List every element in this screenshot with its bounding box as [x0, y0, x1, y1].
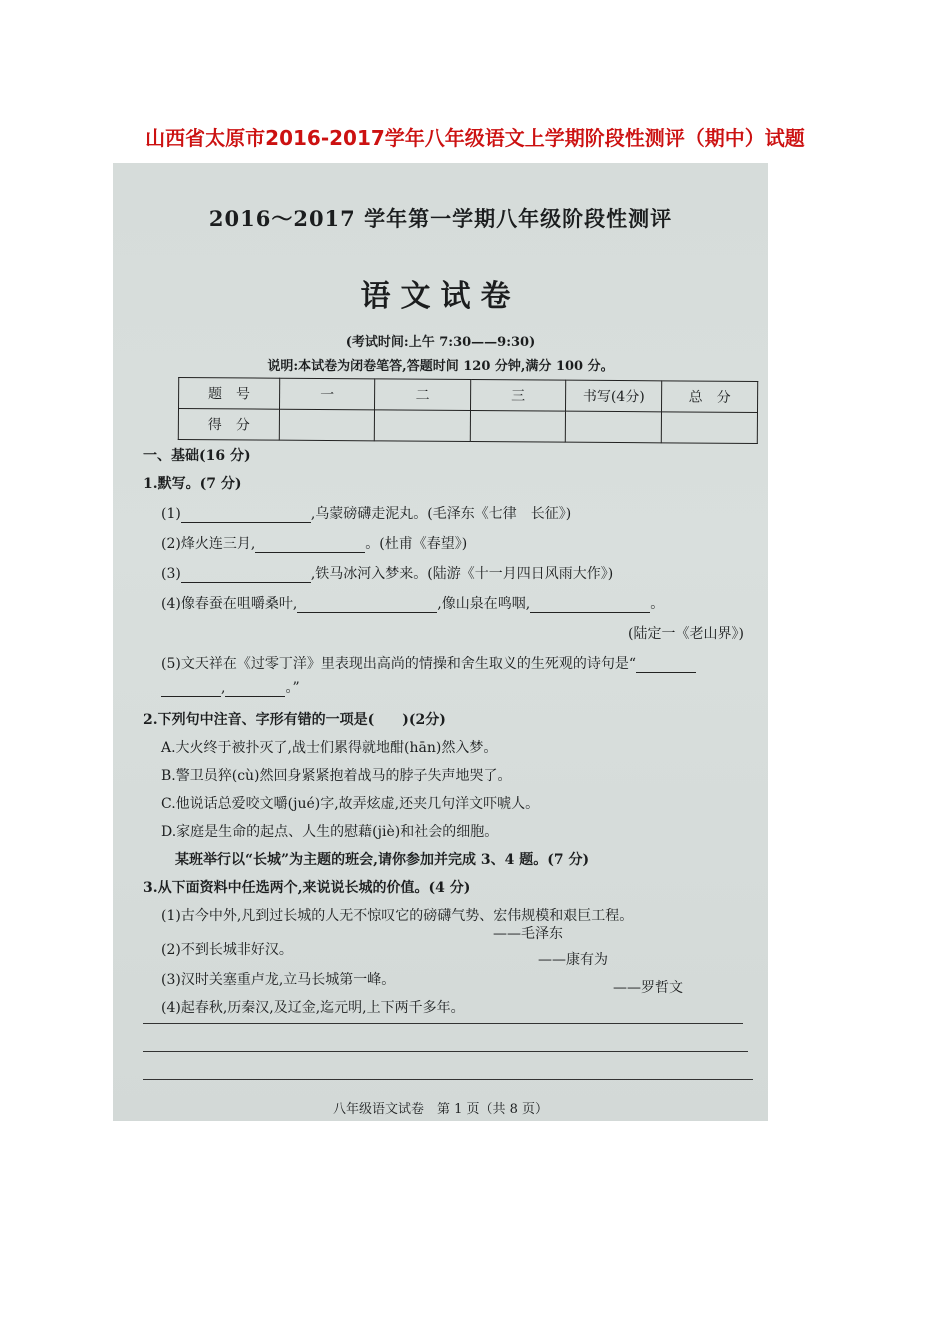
q2-option-d: D.家庭是生命的起点、人生的慰藉(jiè)和社会的细胞。	[161, 824, 499, 840]
line-number: (1)	[161, 506, 181, 522]
score-header-cell: 书写(4分)	[566, 380, 662, 412]
page-footer: 八年级语文试卷 第 1 页（共 8 页）	[332, 1102, 549, 1117]
q3-material-2-author: ——康有为	[538, 952, 608, 968]
q1-line-3	[161, 563, 613, 583]
score-header-cell: 三	[470, 380, 566, 412]
score-cell	[470, 411, 566, 443]
q1-line-1	[161, 503, 571, 523]
exam-time: (考试时间:上午 7:30——9:30)	[345, 335, 536, 350]
document-title: 山西省太原市2016-2017学年八年级语文上学期阶段性测评（期中）试题	[145, 126, 805, 150]
line-text: ,铁马冰河入梦来。(陆游《十一月四日风雨大作》)	[310, 566, 614, 582]
line-text: ,	[221, 680, 226, 696]
score-header-cell: 题 号	[179, 377, 280, 409]
answer-line	[143, 1051, 748, 1052]
answer-blank	[255, 536, 365, 553]
answer-blank	[530, 596, 650, 613]
line-text: ,乌蒙磅礴走泥丸。(毛泽东《七律 长征》)	[310, 506, 572, 522]
subject-title: 语文试卷	[360, 279, 521, 314]
answer-blank	[181, 506, 311, 523]
line-text: (5)文天祥在《过零丁洋》里表现出高尚的情操和舍生取义的生死观的诗句是“	[161, 656, 636, 672]
q3-material-3-author: ——罗哲文	[613, 980, 683, 996]
score-table	[178, 377, 758, 444]
line-text: 。”	[285, 680, 300, 696]
question-1-title: 1.默写。(7 分)	[143, 476, 242, 492]
q3-material-1: (1)古今中外,凡到过长城的人无不惊叹它的磅礴气势、宏伟规模和艰巨工程。	[161, 908, 634, 924]
q3-material-3: (3)汉时关塞重卢龙,立马长城第一峰。	[161, 972, 396, 988]
q1-line-4-source: (陆定一《老山界》)	[628, 626, 744, 642]
q2-option-b: B.警卫员猝(cù)然回身紧紧抱着战马的脖子失声地哭了。	[161, 768, 512, 784]
answer-blank	[181, 566, 311, 583]
line-text: ,像山泉在鸣咽,	[437, 596, 531, 612]
section-heading: 一、基础(16 分)	[143, 448, 251, 464]
score-table-score-row	[178, 408, 757, 443]
score-row-label: 得 分	[178, 408, 279, 440]
score-cell	[566, 411, 662, 443]
question-2-title: 2.下列句中注音、字形有错的一项是( )(2分)	[143, 712, 446, 728]
answer-blank	[225, 680, 285, 697]
exam-title: 2016～2017 学年第一学期八年级阶段性测评	[208, 206, 673, 231]
score-header-cell: 一	[279, 378, 375, 410]
score-table-header-row	[179, 377, 758, 412]
line-text: (2)烽火连三月,	[161, 536, 256, 552]
answer-blank	[636, 656, 696, 673]
score-cell	[279, 409, 375, 441]
q3-material-4: (4)起春秋,历秦汉,及辽金,迄元明,上下两千多年。	[161, 1000, 465, 1016]
answer-blank	[297, 596, 437, 613]
q1-line-5-cont	[161, 677, 300, 697]
class-meeting-intro: 某班举行以“长城”为主题的班会,请你参加并完成 3、4 题。(7 分)	[175, 852, 590, 868]
q1-line-5	[161, 653, 696, 673]
score-cell	[661, 412, 757, 444]
answer-line	[143, 1023, 743, 1024]
q2-option-a: A.大火终于被扑灭了,战士们累得就地酣(hān)然入梦。	[161, 740, 498, 756]
score-cell	[375, 410, 471, 442]
answer-line	[143, 1079, 753, 1080]
line-text: 。(杜甫《春望》)	[365, 536, 468, 552]
exam-paper-photo	[113, 163, 768, 1121]
line-number: (3)	[161, 566, 181, 582]
answer-blank	[161, 680, 221, 697]
question-3-title: 3.从下面资料中任选两个,来说说长城的价值。(4 分)	[143, 880, 471, 896]
q1-line-4	[161, 593, 664, 613]
q3-material-2: (2)不到长城非好汉。	[161, 942, 293, 958]
line-text: 。	[650, 596, 665, 612]
q2-option-c: C.他说话总爱咬文嚼(jué)字,故弄炫虚,还夹几句洋文吓唬人。	[161, 796, 540, 812]
score-header-cell: 总 分	[662, 381, 758, 413]
score-header-cell: 二	[375, 379, 471, 411]
q1-line-2	[161, 533, 467, 553]
exam-note: 说明:本试卷为闭卷笔答,答题时间 120 分钟,满分 100 分。	[267, 359, 614, 374]
q3-material-1-author: ——毛泽东	[493, 926, 563, 942]
line-text: (4)像春蚕在咀嚼桑叶,	[161, 596, 298, 612]
